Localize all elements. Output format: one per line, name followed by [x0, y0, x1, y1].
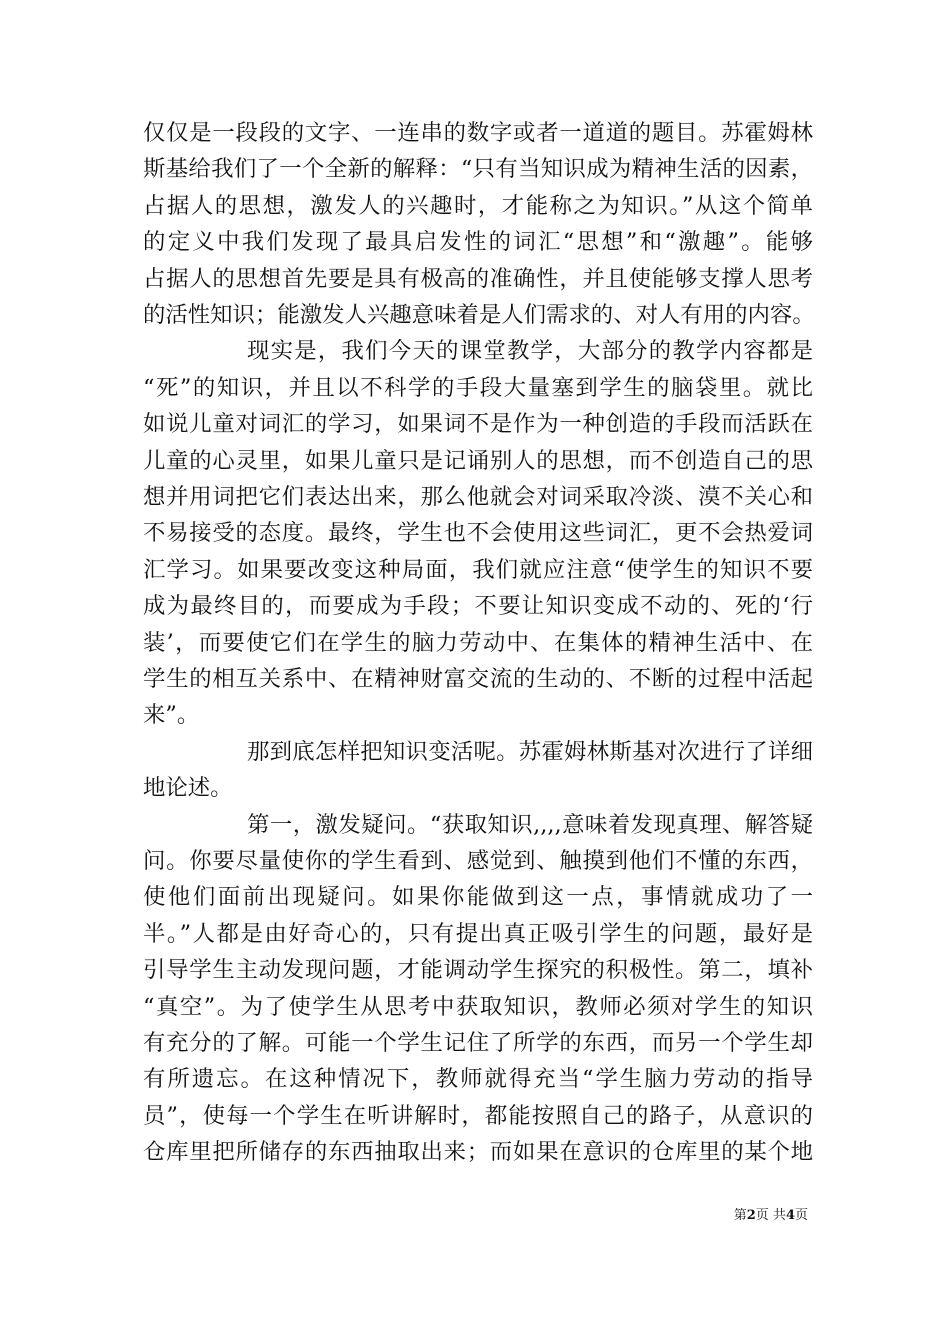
text-line: 的定义中我们发现了最具启发性的词汇“思想”和“激趣”。能够 [143, 229, 813, 256]
text-line: 学生的相互关系中、在精神财富交流的生动的、不断的过程中活起 [143, 666, 813, 692]
text-line: 如说儿童对词汇的学习，如果词不是作为一种创造的手段而活跃在 [143, 411, 813, 438]
footer-suffix: 页 [794, 1208, 808, 1223]
footer-page-number: 2 [746, 1208, 756, 1223]
text-line: 地论述。 [143, 775, 233, 802]
text-line: 现实是，我们今天的课堂教学，大部分的教学内容都是 [247, 338, 813, 365]
footer-total-pages: 4 [785, 1208, 795, 1223]
text-line: 员”，使每一个学生在听讲解时，都能按照自己的路子，从意识的 [143, 1102, 813, 1129]
text-line: 成为最终目的，而要成为手段；不要让知识变成不动的、死的‘行 [143, 593, 813, 620]
text-line: 半。”人都是由好奇心的，只有提出真正吸引学生的问题，最好是 [143, 920, 813, 947]
text-line: 占据人的思想首先要是具有极高的准确性，并且使能够支撑人思考 [143, 265, 813, 292]
text-line: 儿童的心灵里，如果儿童只是记诵别人的思想，而不创造自己的思 [143, 447, 813, 474]
text-line: 汇学习。如果要改变这种局面，我们就应注意“使学生的知识不要 [143, 556, 813, 583]
page-footer [734, 1207, 808, 1225]
text-line: 有所遗忘。在这种情况下，教师就得充当“学生脑力劳动的指导 [143, 1066, 813, 1093]
text-line: 来”。 [143, 702, 200, 729]
text-line: 想并用词把它们表达出来，那么他就会对词采取冷淡、漠不关心和 [143, 484, 813, 510]
text-line: 那到底怎样把知识变活呢。苏霍姆林斯基对次进行了详细 [247, 738, 813, 765]
text-line: 有充分的了解。可能一个学生记住了所学的东西，而另一个学生却 [143, 1030, 813, 1056]
text-line: 装’，而要使它们在学生的脑力劳动中、在集体的精神生活中、在 [143, 629, 813, 656]
text-line: 第一，激发疑问。“获取知识,,,,意味着发现真理、解答疑 [247, 811, 813, 838]
text-line: 占据人的思想，激发人的兴趣时，才能称之为知识。”从这个简单 [143, 192, 813, 219]
text-line: 不易接受的态度。最终，学生也不会使用这些词汇，更不会热爱词 [143, 520, 813, 547]
text-line: 的活性知识；能激发人兴趣意味着是人们需求的、对人有用的内容。 [143, 302, 815, 328]
text-line: “真空”。为了使学生从思考中获取知识，教师必须对学生的知识 [143, 993, 813, 1020]
text-line: 问。你要尽量使你的学生看到、感觉到、触摸到他们不懂的东西， [143, 848, 813, 874]
text-line: 使他们面前出现疑问。如果你能做到这一点，事情就成功了一 [143, 884, 813, 911]
text-line: 仅仅是一段段的文字、一连串的数字或者一道道的题目。苏霍姆林 [143, 120, 813, 146]
text-line: 斯基给我们了一个全新的解释：“只有当知识成为精神生活的因素， [143, 156, 813, 183]
text-line: 仓库里把所储存的东西抽取出来；而如果在意识的仓库里的某个地 [143, 1139, 813, 1166]
text-line: “死”的知识，并且以不科学的手段大量塞到学生的脑袋里。就比 [143, 374, 813, 401]
footer-prefix: 第 [733, 1208, 747, 1223]
footer-middle: 页 共 [755, 1208, 786, 1223]
text-line: 引导学生主动发现问题，才能调动学生探究的积极性。第二，填补 [143, 957, 813, 984]
